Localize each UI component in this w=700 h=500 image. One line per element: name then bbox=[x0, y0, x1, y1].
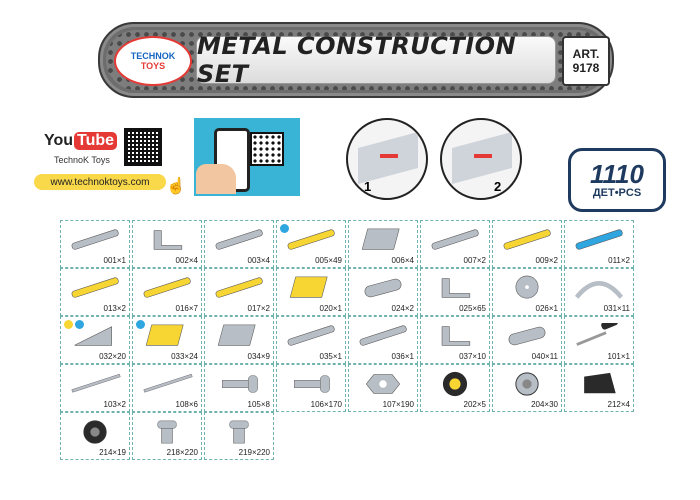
part-bar-icon bbox=[67, 275, 123, 301]
part-wheel-icon bbox=[427, 371, 483, 397]
part-pulley-icon bbox=[67, 419, 123, 445]
color-option-dot bbox=[280, 224, 289, 233]
part-card bbox=[204, 412, 274, 460]
part-label: 106×170 bbox=[310, 400, 342, 409]
part-block-icon bbox=[571, 371, 627, 397]
part-angle-icon bbox=[139, 227, 195, 253]
color-option-dot bbox=[136, 320, 145, 329]
part-card bbox=[348, 268, 418, 316]
part-label: 202×5 bbox=[463, 400, 486, 409]
part-label: 009×2 bbox=[535, 256, 558, 265]
part-label: 040×11 bbox=[531, 352, 558, 361]
part-card bbox=[204, 220, 274, 268]
part-card bbox=[276, 364, 346, 412]
part-bar-icon bbox=[139, 275, 195, 301]
part-plate-icon bbox=[211, 323, 267, 349]
part-card bbox=[204, 316, 274, 364]
article-number: 9178 bbox=[572, 61, 600, 75]
part-label: 107×190 bbox=[382, 400, 414, 409]
plate-icon bbox=[452, 132, 512, 184]
part-card bbox=[60, 316, 130, 364]
part-bar-icon bbox=[571, 227, 627, 253]
part-label: 025×65 bbox=[459, 304, 486, 313]
logo-text-line1: TECHNOK bbox=[130, 51, 176, 61]
part-angle-icon bbox=[427, 275, 483, 301]
part-label: 007×2 bbox=[463, 256, 486, 265]
part-disc-icon bbox=[499, 275, 555, 301]
part-card bbox=[60, 364, 130, 412]
part-card bbox=[564, 364, 634, 412]
part-card bbox=[60, 412, 130, 460]
part-card bbox=[60, 220, 130, 268]
part-rod-icon bbox=[139, 371, 195, 397]
youtube-channel-name: TechnoK Toys bbox=[54, 155, 110, 165]
part-card bbox=[132, 316, 202, 364]
scan-illustration bbox=[194, 118, 300, 196]
arrow-icon bbox=[474, 154, 492, 158]
part-label: 001×1 bbox=[103, 256, 126, 265]
part-bar-icon bbox=[211, 275, 267, 301]
part-card bbox=[348, 316, 418, 364]
part-card bbox=[276, 268, 346, 316]
piece-unit: ДЕТ•PCS bbox=[592, 187, 642, 199]
part-card bbox=[204, 268, 274, 316]
part-label: 024×2 bbox=[391, 304, 414, 313]
part-label: 032×20 bbox=[99, 352, 126, 361]
part-label: 011×2 bbox=[608, 256, 630, 265]
part-bar-icon bbox=[499, 227, 555, 253]
part-label: 218×220 bbox=[166, 448, 198, 457]
part-label: 016×7 bbox=[175, 304, 198, 313]
qr-code-icon bbox=[250, 132, 284, 166]
part-card bbox=[348, 364, 418, 412]
part-arc-icon bbox=[571, 275, 627, 301]
part-card bbox=[348, 220, 418, 268]
part-card bbox=[492, 220, 562, 268]
logo-text-line2: TOYS bbox=[140, 61, 166, 71]
step-number: 1 bbox=[364, 179, 372, 194]
part-label: 002×4 bbox=[175, 256, 198, 265]
part-bar-icon bbox=[211, 227, 267, 253]
part-label: 005×49 bbox=[315, 256, 342, 265]
part-card bbox=[492, 316, 562, 364]
part-card bbox=[276, 220, 346, 268]
title-plate bbox=[196, 32, 556, 88]
part-card bbox=[420, 268, 490, 316]
youtube-tube-text: Tube bbox=[74, 132, 117, 150]
part-screw-icon bbox=[283, 371, 339, 397]
part-label: 013×2 bbox=[103, 304, 126, 313]
part-card bbox=[564, 316, 634, 364]
youtube-logo[interactable] bbox=[44, 128, 115, 154]
part-label: 017×2 bbox=[247, 304, 270, 313]
part-label: 212×4 bbox=[607, 400, 630, 409]
hand-icon bbox=[196, 164, 236, 194]
part-card bbox=[204, 364, 274, 412]
part-label: 026×1 bbox=[535, 304, 558, 313]
part-card bbox=[492, 268, 562, 316]
step-2-illustration bbox=[440, 118, 522, 200]
step-number: 2 bbox=[494, 179, 502, 194]
part-pulley-icon bbox=[499, 371, 555, 397]
part-label: 035×1 bbox=[319, 352, 342, 361]
part-link-icon bbox=[355, 275, 411, 301]
part-card bbox=[60, 268, 130, 316]
part-bar-icon bbox=[67, 227, 123, 253]
part-bar-icon bbox=[355, 323, 411, 349]
page-title: METAL CONSTRUCTION SET bbox=[197, 32, 517, 88]
part-nut-icon bbox=[355, 371, 411, 397]
color-option-dot bbox=[75, 320, 84, 329]
part-plate-icon bbox=[355, 227, 411, 253]
part-card bbox=[420, 316, 490, 364]
part-label: 103×2 bbox=[103, 400, 126, 409]
part-clip-icon bbox=[211, 419, 267, 445]
article-badge bbox=[562, 36, 610, 86]
part-card bbox=[276, 316, 346, 364]
part-card bbox=[564, 268, 634, 316]
part-screwdriver-icon bbox=[571, 323, 627, 349]
website-link[interactable]: www.technoktoys.com bbox=[34, 174, 166, 190]
qr-code-icon bbox=[124, 128, 162, 166]
assembly-steps bbox=[342, 118, 530, 198]
part-card bbox=[420, 220, 490, 268]
part-bar-icon bbox=[283, 323, 339, 349]
part-label: 108×6 bbox=[175, 400, 198, 409]
part-plate-icon bbox=[283, 275, 339, 301]
brand-logo bbox=[114, 36, 192, 86]
part-label: 105×8 bbox=[247, 400, 270, 409]
color-option-dot bbox=[64, 320, 73, 329]
header-banner bbox=[98, 22, 614, 98]
part-card bbox=[564, 220, 634, 268]
part-label: 033×24 bbox=[171, 352, 198, 361]
part-rod-icon bbox=[67, 371, 123, 397]
part-bar-icon bbox=[283, 227, 339, 253]
part-card bbox=[420, 364, 490, 412]
part-screw-icon bbox=[211, 371, 267, 397]
part-label: 037×10 bbox=[459, 352, 486, 361]
part-label: 204×30 bbox=[531, 400, 558, 409]
article-label: ART. bbox=[572, 47, 600, 61]
step-1-illustration bbox=[346, 118, 428, 200]
plate-icon bbox=[358, 132, 418, 184]
part-card bbox=[132, 412, 202, 460]
part-label: 006×4 bbox=[391, 256, 414, 265]
part-label: 214×19 bbox=[99, 448, 126, 457]
part-label: 031×11 bbox=[603, 304, 630, 313]
part-label: 219×220 bbox=[238, 448, 270, 457]
part-angle-icon bbox=[427, 323, 483, 349]
piece-count-badge bbox=[568, 148, 666, 212]
pointer-hand-icon: ☝ bbox=[166, 178, 186, 195]
part-bar-icon bbox=[427, 227, 483, 253]
youtube-you-text: You bbox=[44, 132, 74, 149]
part-label: 036×1 bbox=[391, 352, 414, 361]
part-label: 101×1 bbox=[607, 352, 630, 361]
part-plate-icon bbox=[139, 323, 195, 349]
arrow-icon bbox=[380, 154, 398, 158]
part-label: 003×4 bbox=[247, 256, 270, 265]
part-card bbox=[132, 364, 202, 412]
piece-count: 1110 bbox=[590, 159, 644, 189]
part-card bbox=[132, 268, 202, 316]
part-label: 034×9 bbox=[247, 352, 270, 361]
part-card bbox=[132, 220, 202, 268]
part-clip-icon bbox=[139, 419, 195, 445]
part-link-icon bbox=[499, 323, 555, 349]
part-label: 020×1 bbox=[319, 304, 342, 313]
part-card bbox=[492, 364, 562, 412]
